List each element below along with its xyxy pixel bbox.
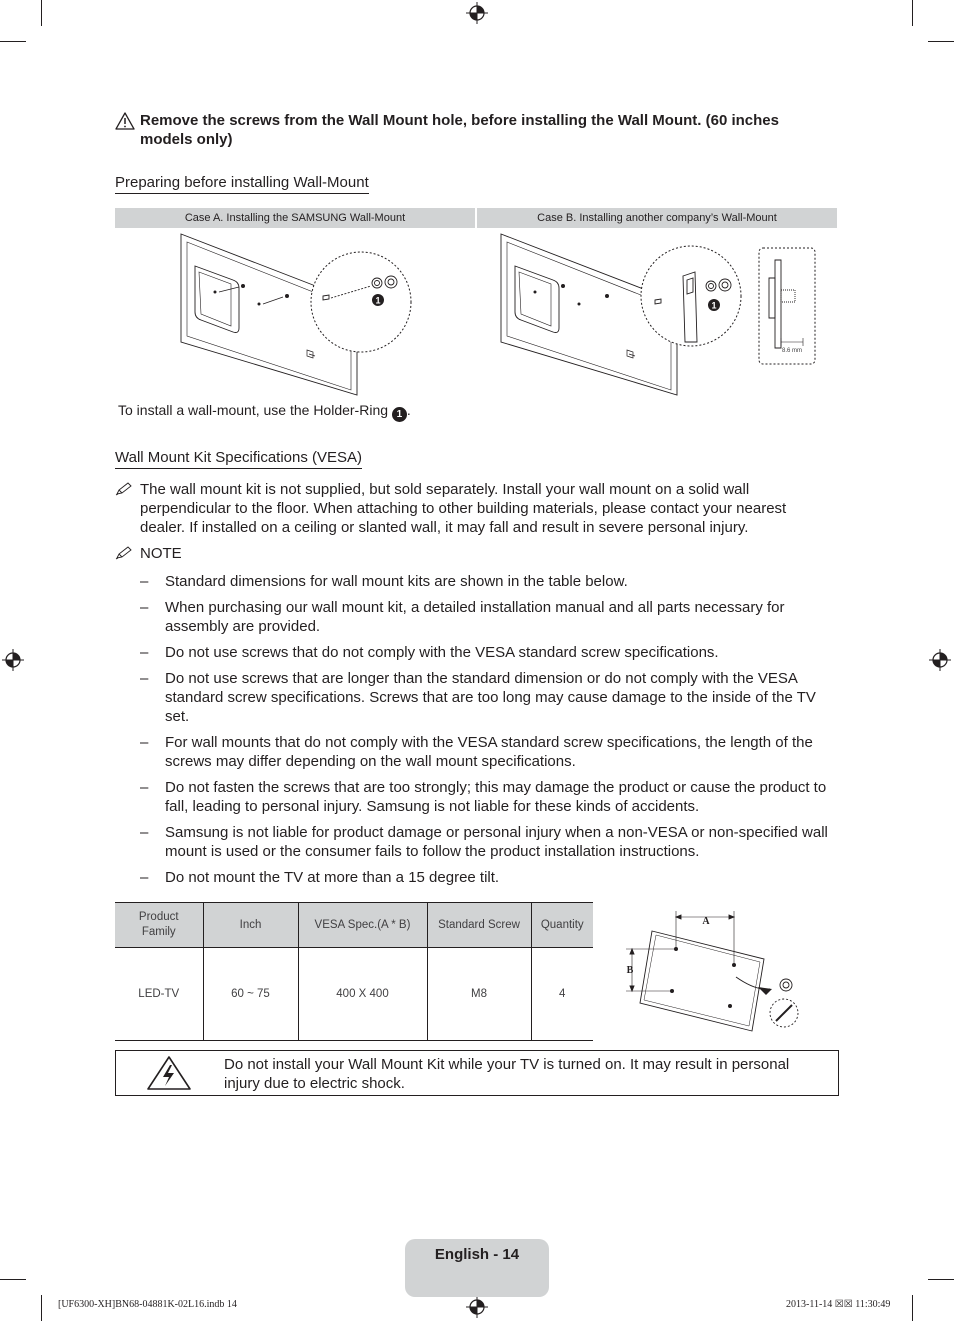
callout-number-a: 1 [375,295,381,306]
holder-note-end: . [406,402,411,418]
bullet-dash: – [140,869,149,886]
case-a-label: Case A. Installing the SAMSUNG Wall-Mount [115,208,475,228]
crop-mark [0,1279,26,1280]
list-item [140,669,835,726]
bullet-dash: – [140,779,149,796]
column-header: VESA Spec.(A * B) [298,903,427,948]
electric-shock-warning [115,1050,839,1096]
caution-triangle-icon [115,112,135,130]
column-header: Inch [203,903,298,948]
column-header: Standard Screw [427,903,531,948]
table-cell: 60 ~ 75 [203,948,298,1041]
bullet-text: Samsung is not liable for product damage or personal injury when a non-VESA or non-specified wall mount is used or the consumer fails to follow the product installation instructions. [165,824,828,860]
vesa-dimension-diagram [620,905,820,1035]
table-cell: M8 [427,948,531,1041]
crop-mark [41,1295,42,1321]
table-cell: LED-TV [115,948,203,1041]
shock-warning-text: Do not install your Wall Mount Kit while your TV is turned on. It may result in personal injury due to electric shock. [224,1056,790,1092]
crop-mark [912,0,913,26]
crop-mark [928,1279,954,1280]
list-item [140,643,835,662]
bullet-text: Do not use screws that do not comply with the VESA standard screw specifications. [165,644,719,661]
case-b-label: Case B. Installing another company’s Wall-Mount [477,208,837,228]
bullet-text: Do not mount the TV at more than a 15 degree tilt. [165,869,500,886]
crop-mark [928,41,954,42]
registration-mark-icon [466,2,488,24]
crop-mark [912,1295,913,1321]
column-header: Product Family [115,903,203,948]
bullet-text: Do not fasten the screws that are too strongly; this may damage the product or cause the product to fall, leading to personal injury. Samsung is not liable for these kinds of accidents. [165,779,827,815]
dimension-label-a: A [702,916,710,927]
case-a-illustration [175,230,420,398]
footer-file: [UF6300-XH]BN68-04881K-02L16.indb 14 [58,1299,237,1310]
warning-heading-text: Remove the screws from the Wall Mount hole, before installing the Wall Mount. (60 inches models only) [140,112,779,148]
footer-date: 2013-11-14 ☒☒ 11:30:49 [786,1299,891,1310]
vesa-spec-table [115,902,593,1041]
list-item [140,823,835,861]
bullet-dash: – [140,599,149,616]
bullet-text: Do not use screws that are longer than the standard dimension or do not comply with the VESA standard screw specifications. Screws that are too long may cause damage to the inside of the TV set. [165,670,816,725]
warning-heading [115,111,815,149]
table-cell: 4 [531,948,593,1041]
note-label: NOTE [140,545,182,562]
bullet-text: Standard dimensions for wall mount kits are shown in the table below. [165,573,628,590]
note-pencil-icon [115,546,133,560]
list-item [140,778,835,816]
note-pencil-icon [115,482,133,496]
section-title-vesa: Wall Mount Kit Specifications (VESA) [115,449,362,469]
bullet-text: When purchasing our wall mount kit, a detailed installation manual and all parts necessary for assembly are provided. [165,599,785,635]
registration-mark-icon [2,649,24,671]
holder-ring-number: 1 [392,407,407,422]
registration-mark-icon [929,649,951,671]
column-header: Quantity [531,903,593,948]
list-item [140,572,835,591]
registration-mark-icon [466,1296,488,1318]
bullet-dash: – [140,644,149,661]
bullet-dash: – [140,573,149,590]
list-item [140,868,835,887]
section-title-preparing: Preparing before installing Wall-Mount [115,174,369,194]
callout-number-b: 1 [711,300,717,311]
note-heading [115,544,315,563]
vesa-intro-text: The wall mount kit is not supplied, but sold separately. Install your wall mount on a solid wall perpendicular to the floor. When attaching to other building materials, please contact your nearest dealer. If installed on a ceiling or slanted wall, it may fall and result in severe personal injury. [140,481,787,536]
note-bullet-list [140,572,835,894]
crop-mark [41,0,42,26]
holder-ring-note [118,401,411,422]
bullet-dash: – [140,734,149,751]
list-item [140,733,835,771]
bullet-dash: – [140,670,149,687]
dimension-label-b: B [626,965,634,976]
screw-depth-label: 8.6 mm [781,348,803,354]
case-b-illustration [495,230,825,398]
bullet-text: For wall mounts that do not comply with the VESA standard screw specifications, the length of the screws may differ depending on the wall mount specifications. [165,734,813,770]
electric-shock-icon [146,1055,192,1091]
list-item [140,598,835,636]
table-header-row [115,903,593,948]
vesa-intro [115,480,835,537]
page-number: English - 14 [405,1239,549,1297]
table-cell: 400 X 400 [298,948,427,1041]
table-row [115,948,593,1041]
holder-note-text: To install a wall-mount, use the Holder-Ring [118,402,389,418]
bullet-dash: – [140,824,149,841]
crop-mark [0,41,26,42]
